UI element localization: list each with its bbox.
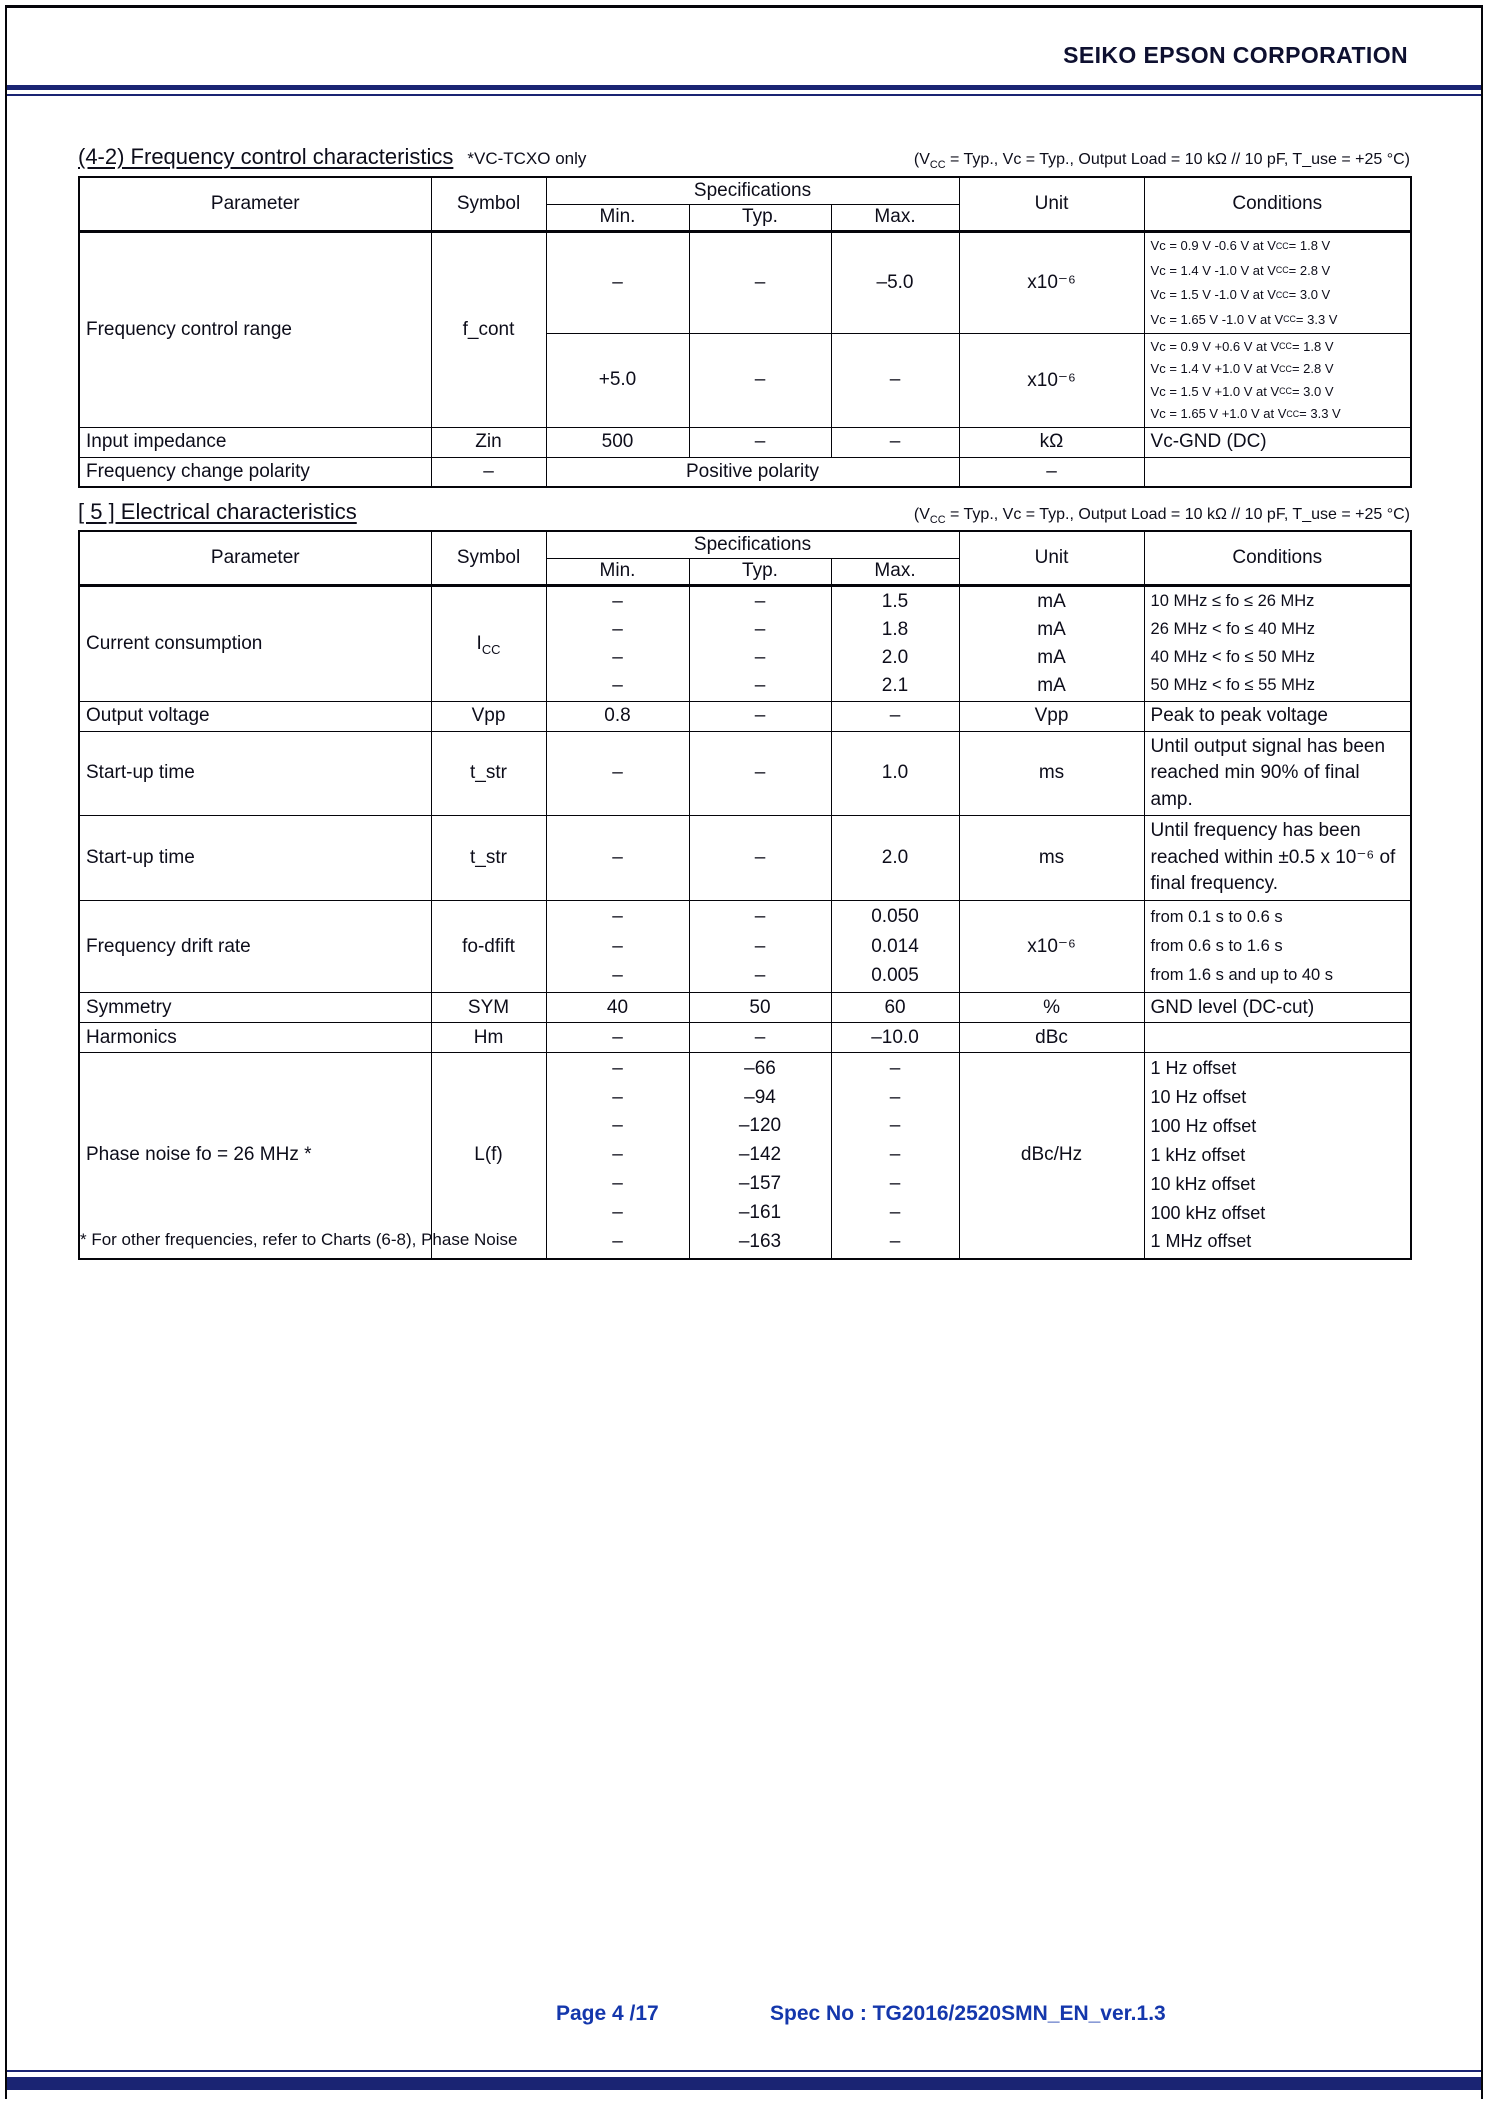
spec-merged-cell: Positive polarity (546, 457, 959, 487)
company-logo-text: SEIKO EPSON CORPORATION (1063, 42, 1408, 68)
symbol-cell: t_str (431, 731, 546, 816)
max-cell: – (831, 333, 959, 427)
parameter-cell: Frequency drift rate (79, 901, 431, 993)
max-cell: 1.5 1.8 2.0 2.1 (831, 585, 959, 701)
unit-cell: x10⁻⁶ (959, 231, 1144, 333)
table-header-row (79, 177, 1411, 204)
symbol-cell: fo-dfift (431, 901, 546, 993)
typ-cell: – (689, 701, 831, 731)
col-header-conditions: Conditions (1144, 531, 1411, 585)
unit-cell: ms (959, 731, 1144, 816)
unit-cell: dBc (959, 1023, 1144, 1053)
max-cell: – – – – – – – (831, 1053, 959, 1259)
page-border-top (5, 5, 1483, 8)
col-header-specifications: Specifications (546, 531, 959, 558)
max-cell: 60 (831, 993, 959, 1023)
electrical-characteristics-table (78, 530, 1412, 1260)
col-header-conditions: Conditions (1144, 177, 1411, 231)
min-cell: – – – – (546, 585, 689, 701)
conditions-cell: Vc-GND (DC) (1144, 427, 1411, 457)
page-border-left (5, 5, 7, 2099)
parameter-cell: Current consumption (79, 585, 431, 701)
typ-cell: – – – – (689, 585, 831, 701)
col-header-max: Max. (831, 204, 959, 231)
condition-line: Vc = 1.65 V -1.0 V at V CC = 3.3 V (1150, 311, 1338, 327)
typ-cell: 50 (689, 993, 831, 1023)
page-number: Page 4 /17 (556, 2002, 659, 2025)
col-header-min: Min. (546, 558, 689, 585)
max-cell: 1.0 (831, 731, 959, 816)
symbol-cell: Hm (431, 1023, 546, 1053)
max-cell: 2.0 (831, 816, 959, 901)
freq-control-table (78, 176, 1412, 488)
symbol-cell: Zin (431, 427, 546, 457)
symbol-cell: SYM (431, 993, 546, 1023)
row-symmetry (79, 993, 1411, 1023)
unit-cell: dBc/Hz (959, 1053, 1144, 1259)
parameter-cell: Output voltage (79, 701, 431, 731)
conditions-cell: from 0.1 s to 0.6 s from 0.6 s to 1.6 s from 1.6 s and up to 40 s (1144, 901, 1411, 993)
typ-cell: – (689, 1023, 831, 1053)
condition-line: Vc = 1.4 V +1.0 V at V CC = 2.8 V (1150, 361, 1334, 377)
test-conditions-note: ($V_{CC}$ = Typ., Vc = Typ., Output Load = 10 kΩ // 10 pF, T_use = +25 °C) (913, 506, 1410, 527)
conditions-cell: Peak to peak voltage (1144, 701, 1411, 731)
condition-line: Vc = 1.4 V -1.0 V at V CC = 2.8 V (1150, 262, 1331, 278)
typ-cell: – – – (689, 901, 831, 993)
section-title-electrical: [ 5 ] Electrical characteristics (78, 499, 357, 524)
row-current-consumption (79, 585, 1411, 701)
col-header-unit: Unit (959, 531, 1144, 585)
conditions-lines (1145, 335, 1411, 425)
col-header-parameter: Parameter (79, 531, 431, 585)
condition-line: Vc = 0.9 V +0.6 V at V CC = 1.8 V (1150, 338, 1334, 354)
conditions-cell (1144, 231, 1411, 333)
typ-cell: – (689, 231, 831, 333)
conditions-cell: Until frequency has been reached within ±0.5 x 10⁻⁶ of final frequency. (1144, 816, 1411, 901)
test-conditions-note: ($V_{CC}$ = Typ., Vc = Typ., Output Load = 10 kΩ // 10 pF, T_use = +25 °C) (913, 151, 1410, 172)
typ-cell: – (689, 816, 831, 901)
table-header-row (79, 531, 1411, 558)
min-cell: – – – – – – – (546, 1053, 689, 1259)
unit-cell: x10⁻⁶ (959, 901, 1144, 993)
unit-cell: kΩ (959, 427, 1144, 457)
symbol-cell: L(f) (431, 1053, 546, 1259)
page-border-right (1481, 5, 1483, 2099)
parameter-cell: Input impedance (79, 427, 431, 457)
min-cell: – (546, 731, 689, 816)
min-cell: 0.8 (546, 701, 689, 731)
min-cell: – (546, 231, 689, 333)
condition-line: Vc = 1.65 V +1.0 V at V CC = 3.3 V (1150, 406, 1341, 422)
row-startup-time-freq (79, 816, 1411, 901)
col-header-unit: Unit (959, 177, 1144, 231)
col-header-symbol: Symbol (431, 177, 546, 231)
max-cell: 0.050 0.014 0.005 (831, 901, 959, 993)
symbol-cell: t_str (431, 816, 546, 901)
conditions-cell: Until output signal has been reached min 90% of final amp. (1144, 731, 1411, 816)
symbol-cell: $I_{CC}$ (431, 585, 546, 701)
condition-line: Vc = 1.5 V +1.0 V at V CC = 3.0 V (1150, 383, 1334, 399)
parameter-cell: Start-up time (79, 731, 431, 816)
parameter-cell: Harmonics (79, 1023, 431, 1053)
spec-number: Spec No : TG2016/2520SMN_EN_ver.1.3 (770, 2002, 1166, 2025)
conditions-lines (1145, 234, 1411, 332)
max-cell: – (831, 427, 959, 457)
min-cell: 40 (546, 993, 689, 1023)
row-phase-noise (79, 1053, 1411, 1259)
row-frequency-drift-rate (79, 901, 1411, 993)
min-cell: 500 (546, 427, 689, 457)
typ-cell: –66 –94 –120 –142 –157 –161 –163 (689, 1053, 831, 1259)
parameter-cell: Frequency control range (79, 231, 431, 427)
row-harmonics (79, 1023, 1411, 1053)
min-cell: – (546, 1023, 689, 1053)
unit-cell: Vpp (959, 701, 1144, 731)
col-header-min: Min. (546, 204, 689, 231)
col-header-typ: Typ. (689, 558, 831, 585)
footer-rule-thick (7, 2077, 1481, 2090)
section-title-freq-control: (4-2) Frequency control characteristics (78, 144, 454, 169)
phase-noise-footnote: * For other frequencies, refer to Charts (6-8), Phase Noise (80, 1230, 518, 1249)
footer-rule-thin (7, 2070, 1481, 2072)
col-header-typ: Typ. (689, 204, 831, 231)
condition-line: Vc = 0.9 V -0.6 V at V CC = 1.8 V (1150, 238, 1331, 254)
parameter-cell: Start-up time (79, 816, 431, 901)
condition-line: Vc = 1.5 V -1.0 V at V CC = 3.0 V (1150, 287, 1331, 303)
symbol-cell: f_cont (431, 231, 546, 427)
col-header-symbol: Symbol (431, 531, 546, 585)
symbol-cell: Vpp (431, 701, 546, 731)
unit-cell: mA mA mA mA (959, 585, 1144, 701)
parameter-cell: Frequency change polarity (79, 457, 431, 487)
section-electrical-header (78, 499, 1410, 525)
row-freq-change-polarity (79, 457, 1411, 487)
col-header-parameter: Parameter (79, 177, 431, 231)
row-startup-time-amp (79, 731, 1411, 816)
unit-cell: – (959, 457, 1144, 487)
header-rule-thin (7, 94, 1481, 96)
typ-cell: – (689, 731, 831, 816)
col-header-specifications: Specifications (546, 177, 959, 204)
min-cell: +5.0 (546, 333, 689, 427)
conditions-cell: 10 MHz ≤ fo ≤ 26 MHz 26 MHz < fo ≤ 40 MHz 40 MHz < fo ≤ 50 MHz 50 MHz < fo ≤ 55 MHz (1144, 585, 1411, 701)
conditions-cell (1144, 1023, 1411, 1053)
min-cell: – (546, 816, 689, 901)
unit-cell: % (959, 993, 1144, 1023)
conditions-cell: GND level (DC-cut) (1144, 993, 1411, 1023)
unit-cell: x10⁻⁶ (959, 333, 1144, 427)
parameter-cell: Phase noise fo = 26 MHz * (79, 1053, 431, 1259)
unit-cell: ms (959, 816, 1144, 901)
row-output-voltage (79, 701, 1411, 731)
vc-tcxo-note: *VC-TCXO only (467, 149, 587, 168)
max-cell: – (831, 701, 959, 731)
section-freq-control-header (78, 144, 1410, 170)
max-cell: –5.0 (831, 231, 959, 333)
parameter-cell: Symmetry (79, 993, 431, 1023)
typ-cell: – (689, 427, 831, 457)
header-rule-thick (7, 85, 1481, 90)
row-freq-control-range-neg (79, 231, 1411, 333)
min-cell: – – – (546, 901, 689, 993)
max-cell: –10.0 (831, 1023, 959, 1053)
conditions-cell (1144, 333, 1411, 427)
col-header-max: Max. (831, 558, 959, 585)
conditions-cell (1144, 457, 1411, 487)
conditions-cell: 1 Hz offset 10 Hz offset 100 Hz offset 1 kHz offset 10 kHz offset 100 kHz offset 1 MHz offset (1144, 1053, 1411, 1259)
symbol-cell: – (431, 457, 546, 487)
typ-cell: – (689, 333, 831, 427)
row-input-impedance (79, 427, 1411, 457)
